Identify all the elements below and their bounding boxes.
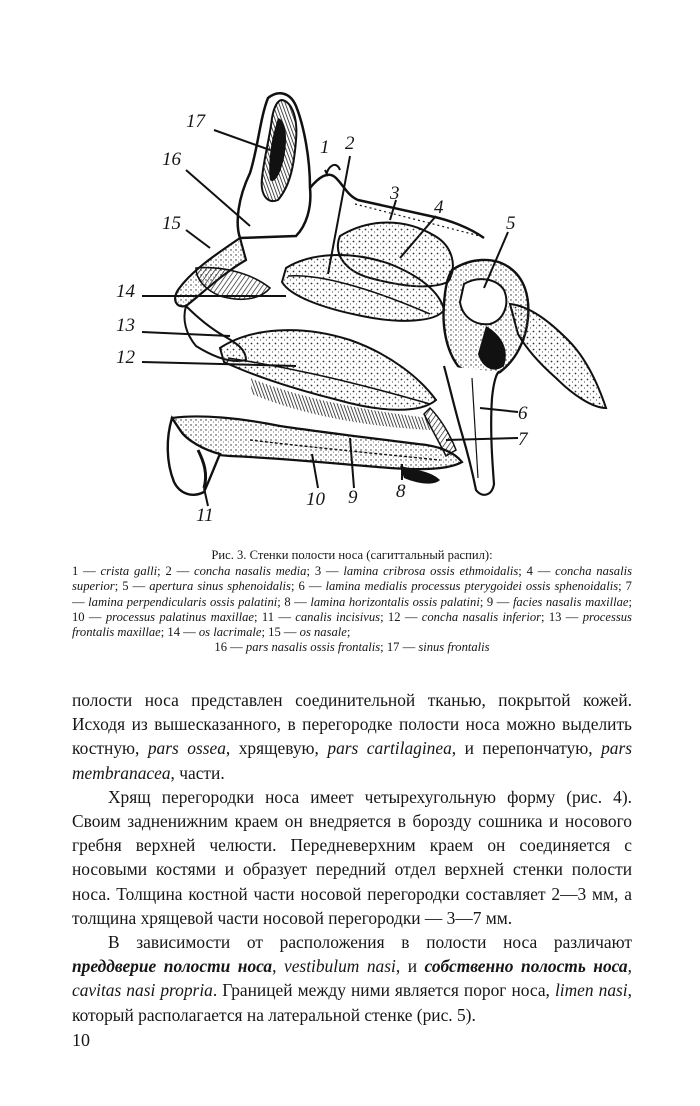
caption-item-number: 17 bbox=[386, 640, 400, 655]
caption-item-number: 8 bbox=[284, 594, 291, 609]
caption-separator: ; bbox=[518, 564, 527, 579]
caption-last-line bbox=[72, 640, 632, 655]
caption-item-term: canalis incisivus bbox=[295, 609, 381, 624]
caption-dash: — bbox=[227, 640, 246, 655]
caption-item-term: os lacrimale bbox=[198, 625, 262, 640]
caption-dash: — bbox=[128, 579, 150, 594]
p3-bold-term-1: преддверие полости носа bbox=[72, 956, 273, 977]
caption-dash: — bbox=[561, 609, 583, 624]
p1-text-2: , хрящевую, bbox=[225, 738, 328, 759]
caption-item-term: facies nasalis maxillae bbox=[512, 594, 629, 609]
callout-9: 9 bbox=[348, 487, 358, 508]
caption-dash: — bbox=[290, 594, 311, 609]
p3-text-5: . Границей между ними является порог носа, bbox=[212, 980, 555, 1001]
caption-dash: — bbox=[78, 564, 101, 579]
paragraph-1 bbox=[72, 688, 632, 785]
caption-item-term: apertura sinus sphenoidalis bbox=[149, 579, 291, 594]
p1-text-4: , части. bbox=[170, 762, 225, 783]
caption-item-number: 4 bbox=[526, 564, 533, 579]
caption-item-term: crista galli bbox=[100, 564, 158, 579]
p1-text-1: полости носа представлен соединительной тканью, покрытой кожей. Исходя из вышесказанного, в перегородке полости носа можно выделить костную, bbox=[72, 690, 632, 759]
caption-item-term: lamina cribrosa ossis ethmoidalis bbox=[343, 564, 519, 579]
caption-item-term: lamina perpendicularis ossis palatini bbox=[88, 594, 278, 609]
caption-dash: — bbox=[179, 625, 199, 640]
caption-item-term: lamina horizontalis ossis palatini bbox=[310, 594, 480, 609]
body-text bbox=[72, 688, 632, 1027]
p1-term-3: pars membranacea bbox=[72, 738, 632, 783]
caption-item-number: 16 bbox=[214, 640, 228, 655]
caption-separator: ; bbox=[290, 579, 299, 594]
p3-text-3: , и bbox=[395, 956, 425, 977]
caption-dash: — bbox=[84, 609, 106, 624]
caption-item-number: 5 bbox=[122, 579, 129, 594]
caption-separator: ; bbox=[254, 609, 262, 624]
callout-7: 7 bbox=[518, 429, 528, 450]
page-number: 10 bbox=[72, 1030, 90, 1050]
p3-text-2: , bbox=[272, 956, 284, 977]
caption-item-term: os nasale bbox=[299, 625, 347, 640]
callout-10: 10 bbox=[306, 489, 325, 510]
caption-item-number: 1 bbox=[72, 564, 79, 579]
callout-12: 12 bbox=[116, 347, 135, 368]
caption-separator: ; bbox=[346, 625, 351, 640]
callout-6: 6 bbox=[518, 403, 528, 424]
p3-bold-term-2: собственно полость носа bbox=[424, 956, 628, 977]
caption-items bbox=[72, 564, 632, 639]
p3-text-6: , который располагается на латеральной стенке (рис. 5). bbox=[72, 980, 632, 1025]
paragraph-2: Хрящ перегородки носа имеет четырехугольную форму (рис. 4). Своим задненижним краем он внедряется в борозду сошника и носового гребня верхней челюсти. Передневерхним краем он соединяется с носовыми костями и образует передний отдел верхней стенки полости носа. Толщина костной части носовой перегородки составляет 2—3 мм, а толщина хрящевой части носовой перегородки — 3—7 мм. bbox=[72, 786, 632, 928]
figure-caption bbox=[72, 548, 632, 655]
caption-item-term: concha nasalis superior bbox=[72, 564, 633, 594]
caption-dash: — bbox=[72, 594, 89, 609]
callout-5: 5 bbox=[506, 213, 516, 234]
caption-dash: — bbox=[399, 640, 419, 655]
caption-item-term: sinus frontalis bbox=[418, 640, 490, 655]
caption-separator: ; bbox=[541, 609, 549, 624]
caption-separator: ; bbox=[380, 609, 388, 624]
p3-term-3: limen nasi bbox=[554, 980, 628, 1001]
callout-14: 14 bbox=[116, 281, 135, 302]
caption-item-number: 3 bbox=[314, 564, 322, 579]
caption-separator: ; bbox=[261, 625, 269, 640]
caption-item-number: 11 bbox=[261, 609, 274, 624]
caption-dash: — bbox=[304, 579, 326, 594]
caption-dash: — bbox=[171, 564, 194, 579]
p3-text-1: В зависимости от расположения в полости носа различают bbox=[108, 932, 632, 953]
caption-dash: — bbox=[532, 564, 556, 579]
callout-16: 16 bbox=[162, 149, 181, 170]
caption-separator: ; bbox=[160, 625, 168, 640]
caption-item-term: pars nasalis ossis frontalis bbox=[245, 640, 381, 655]
p3-term-2: cavitas nasi propria bbox=[72, 980, 213, 1001]
callout-4: 4 bbox=[434, 197, 444, 218]
callout-2: 2 bbox=[345, 133, 355, 154]
caption-title: Рис. 3. Стенки полости носа (сагиттальный распил): bbox=[211, 548, 493, 562]
caption-item-term: concha nasalis inferior bbox=[421, 609, 542, 624]
callout-8: 8 bbox=[396, 481, 406, 502]
caption-item-number: 14 bbox=[167, 625, 180, 640]
caption-item-number: 10 bbox=[72, 609, 85, 624]
caption-item-term: processus palatinus maxillae bbox=[105, 609, 255, 624]
caption-item-term: processus frontalis maxillae bbox=[72, 609, 632, 640]
caption-dash: — bbox=[493, 594, 513, 609]
anatomy-figure bbox=[100, 78, 640, 548]
callout-13: 13 bbox=[116, 315, 135, 336]
caption-separator: ; bbox=[628, 594, 632, 609]
callout-11: 11 bbox=[196, 505, 214, 526]
p3-text-4: , bbox=[627, 956, 632, 977]
caption-item-number: 2 bbox=[165, 564, 172, 579]
callout-17: 17 bbox=[186, 111, 205, 132]
caption-item-number: 13 bbox=[548, 609, 562, 624]
p1-text-3: , и перепончатую, bbox=[451, 738, 602, 759]
caption-separator: ; bbox=[479, 594, 487, 609]
paragraph-3 bbox=[72, 930, 632, 1027]
caption-item-number: 7 bbox=[625, 579, 632, 594]
callout-1: 1 bbox=[320, 137, 330, 158]
caption-separator: ; bbox=[277, 594, 285, 609]
caption-item-term: concha nasalis media bbox=[194, 564, 307, 579]
p3-term-1: vestibulum nasi bbox=[283, 956, 396, 977]
caption-item-number: 12 bbox=[387, 609, 401, 624]
nasal-cavity-illustration bbox=[100, 78, 640, 548]
caption-item-number: 6 bbox=[298, 579, 305, 594]
caption-dash: — bbox=[321, 564, 344, 579]
callout-15: 15 bbox=[162, 213, 181, 234]
caption-dash: — bbox=[280, 625, 300, 640]
caption-separator: ; bbox=[618, 579, 626, 594]
caption-item-number: 15 bbox=[268, 625, 281, 640]
callout-3: 3 bbox=[390, 183, 400, 204]
caption-dash: — bbox=[400, 609, 422, 624]
caption-separator: ; bbox=[380, 640, 387, 655]
caption-item-term: lamina medialis processus pterygoidei ossis sphenoidalis bbox=[325, 579, 619, 594]
p1-term-1: pars ossea bbox=[147, 738, 226, 759]
caption-separator: ; bbox=[306, 564, 315, 579]
p1-term-2: pars cartilaginea bbox=[327, 738, 452, 759]
caption-separator: ; bbox=[157, 564, 166, 579]
caption-dash: — bbox=[274, 609, 296, 624]
caption-item-number: 9 bbox=[486, 594, 494, 609]
caption-separator: ; bbox=[114, 579, 123, 594]
